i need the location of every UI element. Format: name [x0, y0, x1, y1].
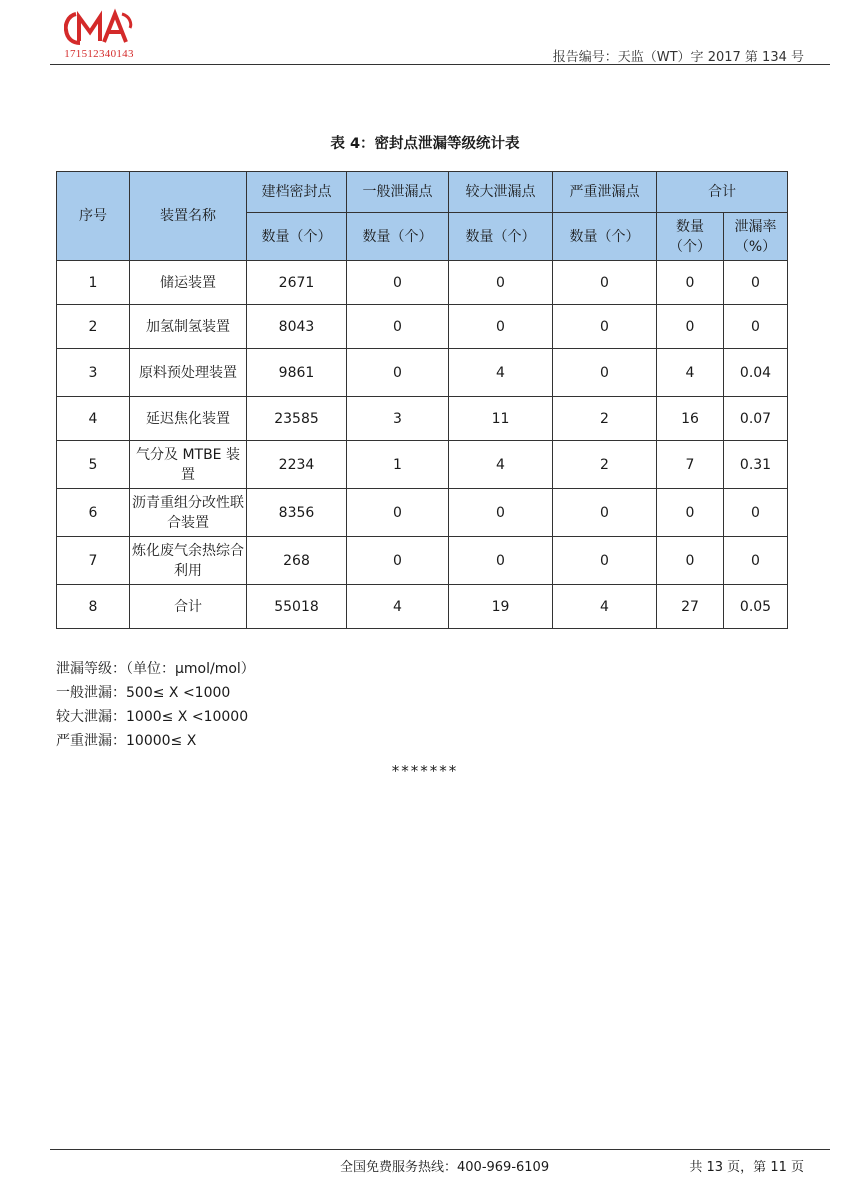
hotline: 全国免费服务热线：400-969-6109 — [340, 1160, 550, 1175]
header-major: 较大泄漏点 — [449, 172, 553, 213]
header-severe: 严重泄漏点 — [553, 172, 657, 213]
table-row — [57, 441, 788, 489]
cell-general: 0 — [347, 537, 449, 585]
cell-major: 0 — [449, 261, 553, 305]
cell-total: 0 — [657, 261, 724, 305]
cell-total: 0 — [657, 537, 724, 585]
cell-index: 8 — [57, 585, 130, 629]
cell-severe: 0 — [553, 261, 657, 305]
table-row-total — [57, 585, 788, 629]
cert-number: 171512340143 — [64, 48, 134, 60]
subheader-general-count: 数量（个） — [347, 213, 449, 261]
note-severe: 严重泄漏：10000≤ X — [56, 733, 197, 749]
cell-major: 0 — [449, 305, 553, 349]
cell-general: 0 — [347, 305, 449, 349]
header-device-name: 装置名称 — [130, 172, 247, 261]
subheader-leak-rate: 泄漏率（%） — [724, 213, 788, 261]
header-archived: 建档密封点 — [247, 172, 347, 213]
cell-total: 16 — [657, 397, 724, 441]
cell-archived: 9861 — [247, 349, 347, 397]
cell-major: 19 — [449, 585, 553, 629]
cma-seal-icon — [64, 8, 134, 46]
cell-archived: 55018 — [247, 585, 347, 629]
cell-archived: 8043 — [247, 305, 347, 349]
cell-severe: 0 — [553, 537, 657, 585]
cell-major: 11 — [449, 397, 553, 441]
cell-device-name: 原料预处理装置 — [130, 349, 247, 397]
cell-index: 6 — [57, 489, 130, 537]
table-row — [57, 489, 788, 537]
cell-severe: 4 — [553, 585, 657, 629]
cell-major: 4 — [449, 349, 553, 397]
cell-rate: 0.31 — [724, 441, 788, 489]
cell-index: 2 — [57, 305, 130, 349]
header-total: 合计 — [657, 172, 788, 213]
cell-severe: 0 — [553, 305, 657, 349]
cell-archived: 23585 — [247, 397, 347, 441]
cell-rate: 0 — [724, 261, 788, 305]
cell-archived: 2671 — [247, 261, 347, 305]
cell-device-name: 储运装置 — [130, 261, 247, 305]
cell-archived: 8356 — [247, 489, 347, 537]
subheader-severe-count: 数量（个） — [553, 213, 657, 261]
cell-index: 7 — [57, 537, 130, 585]
cell-device-name: 延迟焦化装置 — [130, 397, 247, 441]
table-row — [57, 349, 788, 397]
header-index: 序号 — [57, 172, 130, 261]
cell-device-name: 炼化废气余热综合利用 — [130, 537, 247, 585]
cell-total: 0 — [657, 489, 724, 537]
cell-severe: 0 — [553, 489, 657, 537]
cell-index: 3 — [57, 349, 130, 397]
note-general: 一般泄漏：500≤ X <1000 — [56, 685, 231, 701]
cell-rate: 0 — [724, 489, 788, 537]
cell-total: 0 — [657, 305, 724, 349]
cell-general: 4 — [347, 585, 449, 629]
cell-index: 5 — [57, 441, 130, 489]
cell-general: 0 — [347, 489, 449, 537]
cell-device-name: 气分及 MTBE 装置 — [130, 441, 247, 489]
cell-rate: 0.04 — [724, 349, 788, 397]
cell-total: 27 — [657, 585, 724, 629]
leak-level-notes — [56, 657, 255, 753]
cell-major: 0 — [449, 537, 553, 585]
cell-rate: 0 — [724, 305, 788, 349]
cell-index: 1 — [57, 261, 130, 305]
note-unit: 泄漏等级：（单位：μmol/mol） — [56, 661, 255, 677]
leak-stats-table — [56, 171, 788, 629]
cma-logo — [64, 8, 134, 60]
cell-rate: 0.05 — [724, 585, 788, 629]
subheader-major-count: 数量（个） — [449, 213, 553, 261]
cell-device-name: 沥青重组分改性联合装置 — [130, 489, 247, 537]
cell-severe: 2 — [553, 397, 657, 441]
cell-device-name: 加氢制氢装置 — [130, 305, 247, 349]
end-marker: ******* — [391, 762, 459, 780]
cell-archived: 268 — [247, 537, 347, 585]
footer-divider — [50, 1149, 830, 1150]
page-info: 共 13 页，第 11 页 — [689, 1160, 804, 1175]
table-row — [57, 305, 788, 349]
note-major: 较大泄漏：1000≤ X <10000 — [56, 709, 249, 725]
subheader-archived-count: 数量（个） — [247, 213, 347, 261]
cell-severe: 0 — [553, 349, 657, 397]
cell-rate: 0 — [724, 537, 788, 585]
cell-index: 4 — [57, 397, 130, 441]
table-title: 表 4：密封点泄漏等级统计表 — [330, 136, 520, 152]
cell-rate: 0.07 — [724, 397, 788, 441]
subheader-total-count: 数量（个） — [657, 213, 724, 261]
table-row — [57, 261, 788, 305]
cell-total: 4 — [657, 349, 724, 397]
cell-general: 0 — [347, 349, 449, 397]
cell-general: 3 — [347, 397, 449, 441]
report-number: 报告编号：天监（WT）字 2017 第 134 号 — [552, 50, 804, 65]
cell-total: 7 — [657, 441, 724, 489]
cell-severe: 2 — [553, 441, 657, 489]
cell-archived: 2234 — [247, 441, 347, 489]
header-general: 一般泄漏点 — [347, 172, 449, 213]
cell-general: 1 — [347, 441, 449, 489]
table-row — [57, 537, 788, 585]
cell-major: 4 — [449, 441, 553, 489]
cell-device-name: 合计 — [130, 585, 247, 629]
cell-general: 0 — [347, 261, 449, 305]
table-row — [57, 397, 788, 441]
cell-major: 0 — [449, 489, 553, 537]
header-divider — [50, 64, 830, 65]
